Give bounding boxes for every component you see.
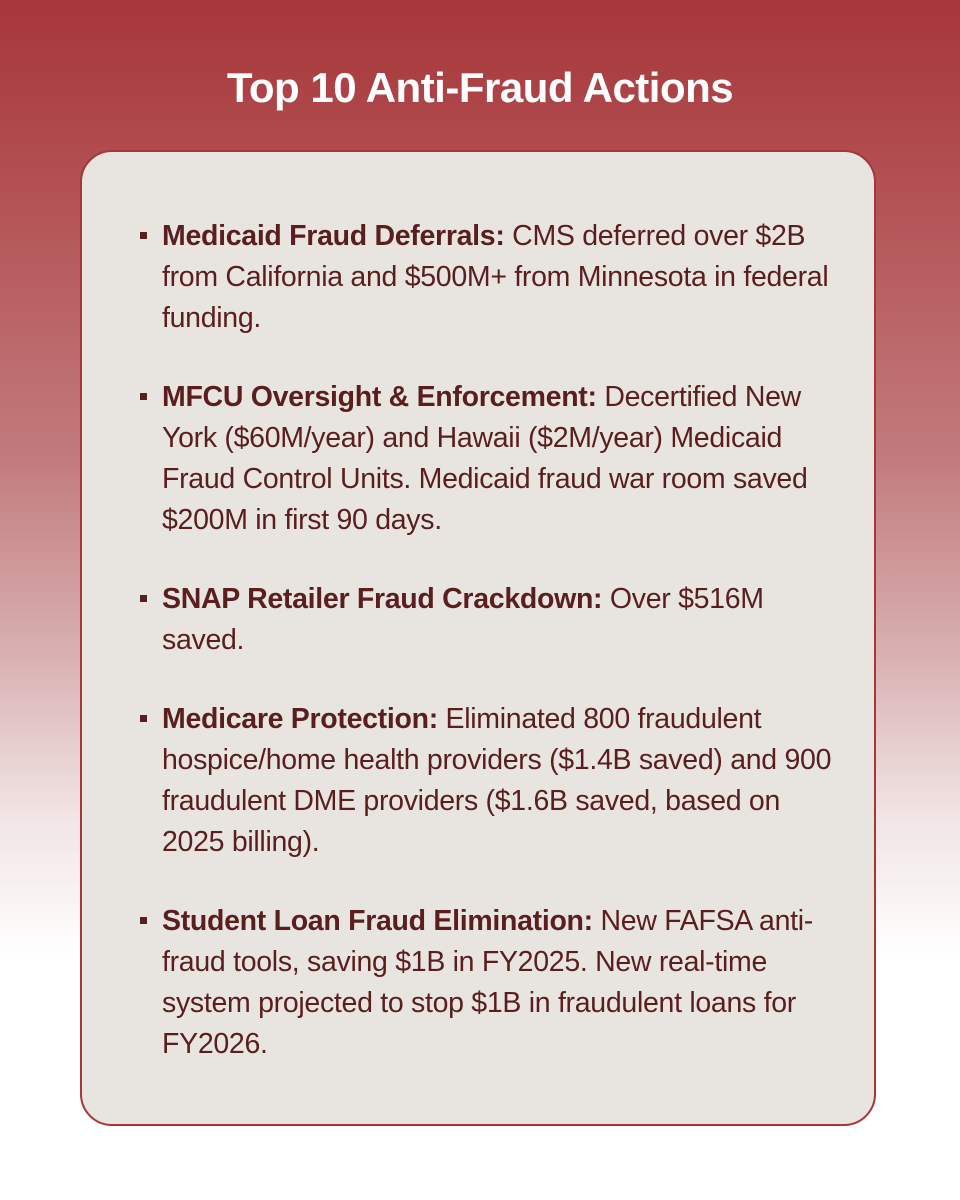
item-heading: Medicaid Fraud Deferrals: <box>162 220 505 252</box>
item-heading: MFCU Oversight & Enforcement: <box>162 381 597 413</box>
item-text: New FAFSA anti-fraud tools, saving $1B in FY2025. New real-time system projected to stop $1B in fraudulent loans for FY2026. <box>162 905 813 1060</box>
list-item-mfcu-oversight <box>140 377 840 541</box>
item-heading: Student Loan Fraud Elimination: <box>162 905 593 937</box>
square-bullet-icon <box>140 917 147 924</box>
item-text: Decertified New York ($60M/year) and Hawaii ($2M/year) Medicaid Fraud Control Units. Medicaid fraud war room saved $200M in first 90 days. <box>162 381 808 536</box>
page-title: Top 10 Anti-Fraud Actions <box>226 64 734 111</box>
list-item-medicare-protection <box>140 699 840 863</box>
item-text: CMS deferred over $2B from California and $500M+ from Minnesota in federal funding. <box>162 220 829 334</box>
square-bullet-icon <box>140 715 147 722</box>
content-card <box>80 150 876 1126</box>
action-list <box>140 216 840 1065</box>
list-item-snap-retailer <box>140 579 840 661</box>
item-heading: Medicare Protection: <box>162 703 438 735</box>
list-item-student-loan <box>140 901 840 1065</box>
square-bullet-icon <box>140 232 147 239</box>
square-bullet-icon <box>140 595 147 602</box>
list-item-medicaid-deferrals <box>140 216 840 339</box>
item-text: Eliminated 800 fraudulent hospice/home health providers ($1.4B saved) and 900 fraudulent DME providers ($1.6B saved, based on 2025 billing). <box>162 703 832 858</box>
item-text: Over $516M saved. <box>162 583 764 656</box>
square-bullet-icon <box>140 393 147 400</box>
item-heading: SNAP Retailer Fraud Crackdown: <box>162 583 603 615</box>
